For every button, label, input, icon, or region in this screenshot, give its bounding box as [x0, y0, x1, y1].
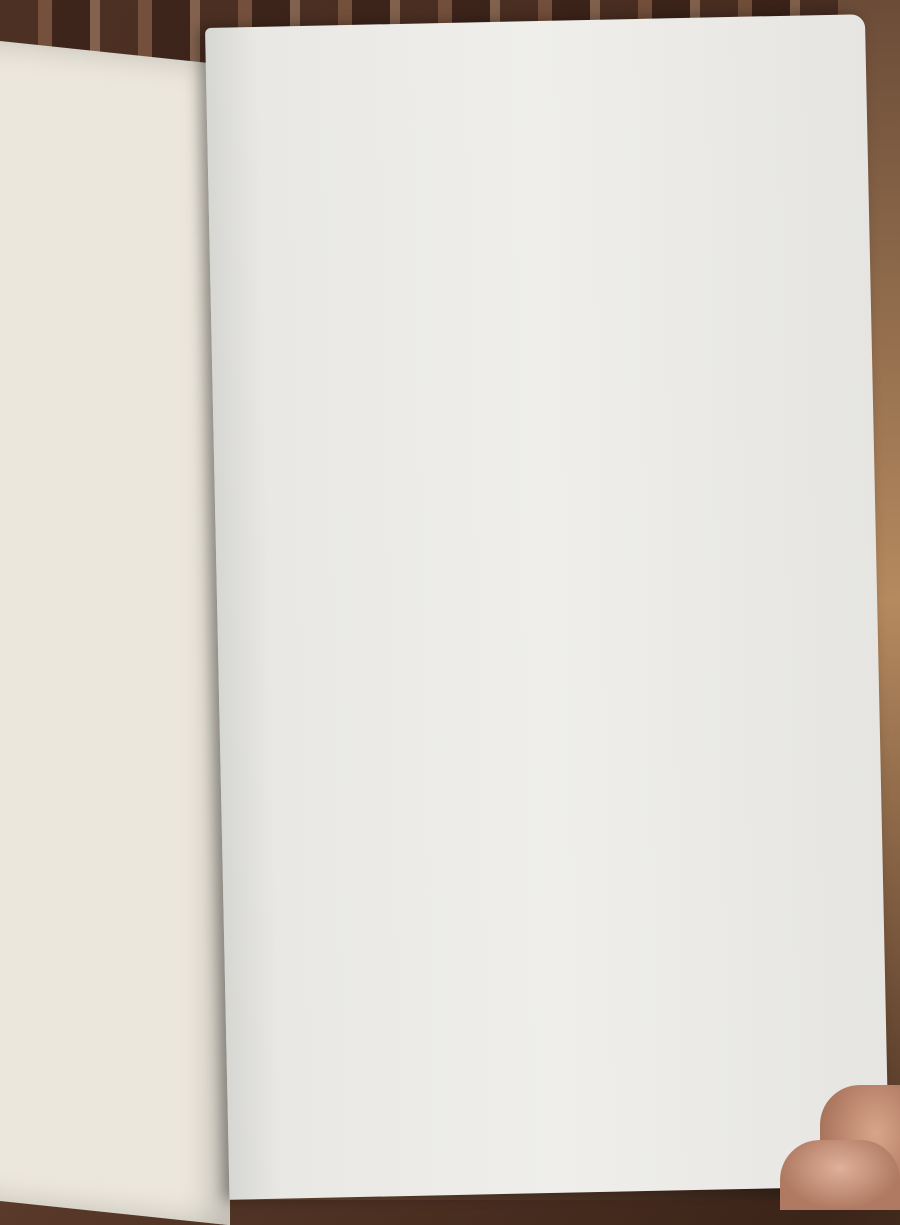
right-book-page — [205, 14, 889, 1200]
left-book-page — [0, 40, 230, 1225]
